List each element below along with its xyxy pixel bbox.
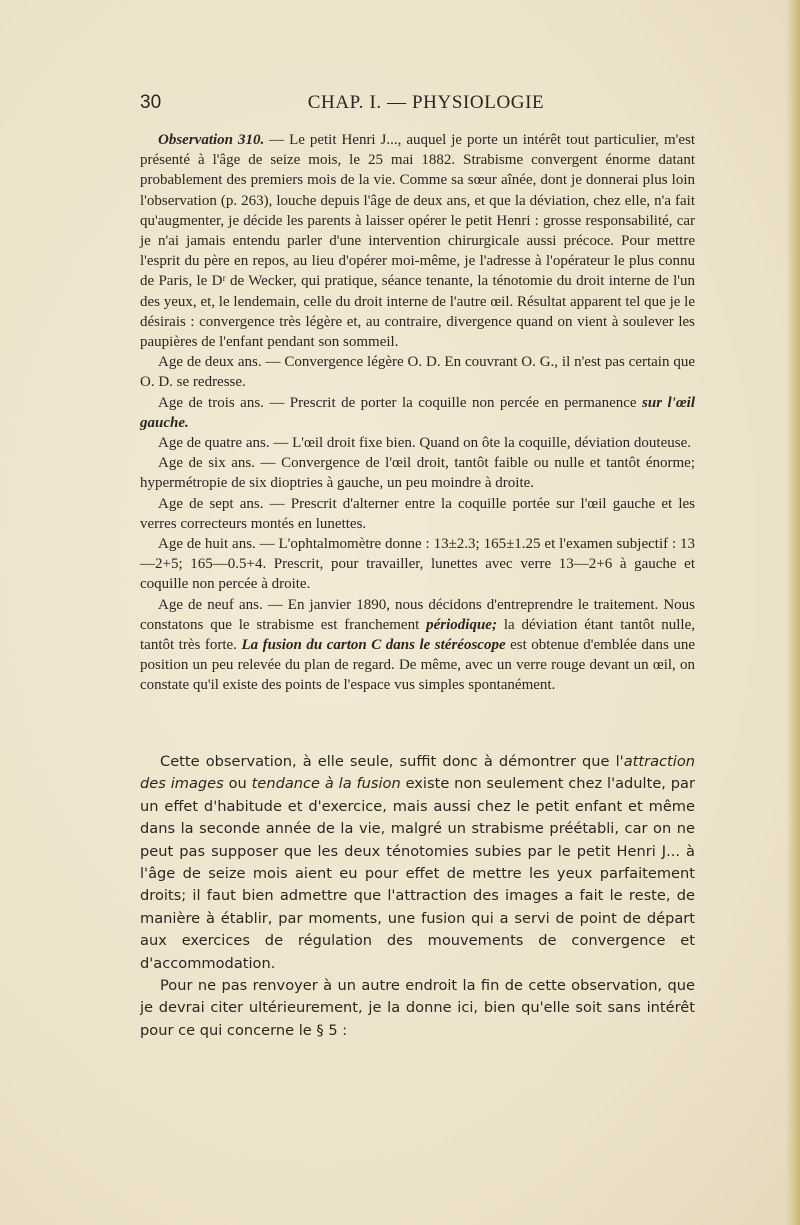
observation-paragraph: Age de deux ans. — Convergence légère O. D. En couvrant O. G., il n'est pas certain que O. D. se redresse. — [140, 354, 695, 391]
body-text: ou — [223, 775, 252, 793]
running-title: CHAP. I. — PHYSIOLOGIE — [307, 92, 545, 113]
observation-text: — Le petit Henri J..., auquel je porte un intérêt tout particulier, m'est présenté à l'âge de seize mois, le 25 mai 1882. Strabisme convergent énorme datant probablement des premiers mois de la vie. Comme sa sœur aînée, dont je donnerai plus loin l'observation (p. 263), louche depuis l'âge de deux ans, et que la déviation, chez elle, n'a fait qu'augmenter, je décide les parents à laisser opérer le petit Henri : grosse responsabilité, car je n'ai jamais entendu parler d'une intervention chirurgicale aussi précoce. Pour mettre l'esprit du père en repos, au lieu d'opérer moi-même, je l'adresse à l'opérateur le plus connu de Paris, le Dʳ de Wecker, qui pratique, séance tenante, la ténotomie du droit interne de l'un des yeux, et, le lendemain, celle du droit interne de l'autre œil. Résultat apparent tel que je le désirais : convergence très légère et, au contraire, divergence quand on vient à soulever les paupières de l'enfant pendant son sommeil. — [140, 132, 696, 351]
page-header — [140, 92, 692, 120]
body-emphasis: attraction des images — [140, 753, 695, 793]
observation-text: est obtenue d'emblée dans une position un peu relevée du plan de regard. De même, avec un verre rouge devant un œil, on constate qu'il existe des points de l'espace vus simples spontanément. — [140, 637, 696, 694]
observation-emphasis: sur l'œil gauche. — [140, 394, 695, 431]
observation-text: Age de trois ans. — Prescrit de porter la coquille non percée en permanence — [158, 394, 643, 411]
observation-paragraph — [140, 595, 695, 696]
observation-paragraph: Age de huit ans. — L'ophtalmomètre donne : 13±2.3; 165±1.25 et l'examen subjectif : 13—2+5; 165—0.5+4. Prescrit, pour travailler, lunettes avec verre 13—2+6 à gauche et coquille non percée à droite. — [140, 536, 695, 593]
observation-paragraph: Age de six ans. — Convergence de l'œil droit, tantôt faible ou nulle et tantôt énorme; hypermétropie de six dioptries à gauche, un peu moindre à droite. — [140, 455, 695, 492]
body-text: existe non seulement chez l'adulte, par un effet d'habitude et d'exercice, mais aussi chez le petit enfant et même dans la seconde année de la vie, malgré un strabisme préétabli, car on ne peut pas supposer que les deux ténotomies subies par le petit Henri J... à l'âge de seize mois aient eu pour effet de mettre les yeux parfaitement droits; il faut bien admettre que l'attraction des images a fait le reste, de manière à établir, par moments, une fusion qui a servi de point de départ aux exercices de régulation des mouvements de convergence et d'accommodation. — [140, 775, 695, 972]
observation-emphasis: La fusion du carton C dans le stéréoscope — [241, 637, 506, 654]
observation-paragraph — [140, 393, 695, 433]
body-text-block — [140, 751, 695, 1042]
body-text: Cette observation, à elle seule, suffit donc à démontrer que l' — [160, 753, 624, 770]
body-emphasis: tendance à la fusion — [251, 775, 401, 793]
page-number: 30 — [140, 92, 162, 113]
observation-paragraph — [140, 130, 695, 352]
observation-text: Age de neuf ans. — En janvier 1890, nous décidons d'entreprendre le traitement. Nous constatons que le strabisme est franchement — [140, 596, 695, 633]
observation-title: Observation 310. — [158, 132, 265, 148]
body-paragraph — [140, 751, 695, 975]
observation-paragraph: Age de quatre ans. — L'œil droit fixe bien. Quand on ôte la coquille, déviation douteuse. — [158, 435, 691, 452]
page-edge — [786, 0, 800, 1225]
body-paragraph: Pour ne pas renvoyer à un autre endroit la fin de cette observation, que je devrai citer ultérieurement, je la donne ici, bien qu'elle soit sans intérêt pour ce qui concerne le § 5 : — [140, 977, 695, 1039]
observation-paragraph: Age de sept ans. — Prescrit d'alterner entre la coquille portée sur l'œil gauche et les verres correcteurs montés en lunettes. — [140, 495, 695, 532]
observation-block — [140, 130, 695, 696]
observation-text: la déviation étant tantôt nulle, tantôt très forte. — [140, 616, 695, 654]
observation-emphasis: périodique; — [426, 616, 497, 633]
